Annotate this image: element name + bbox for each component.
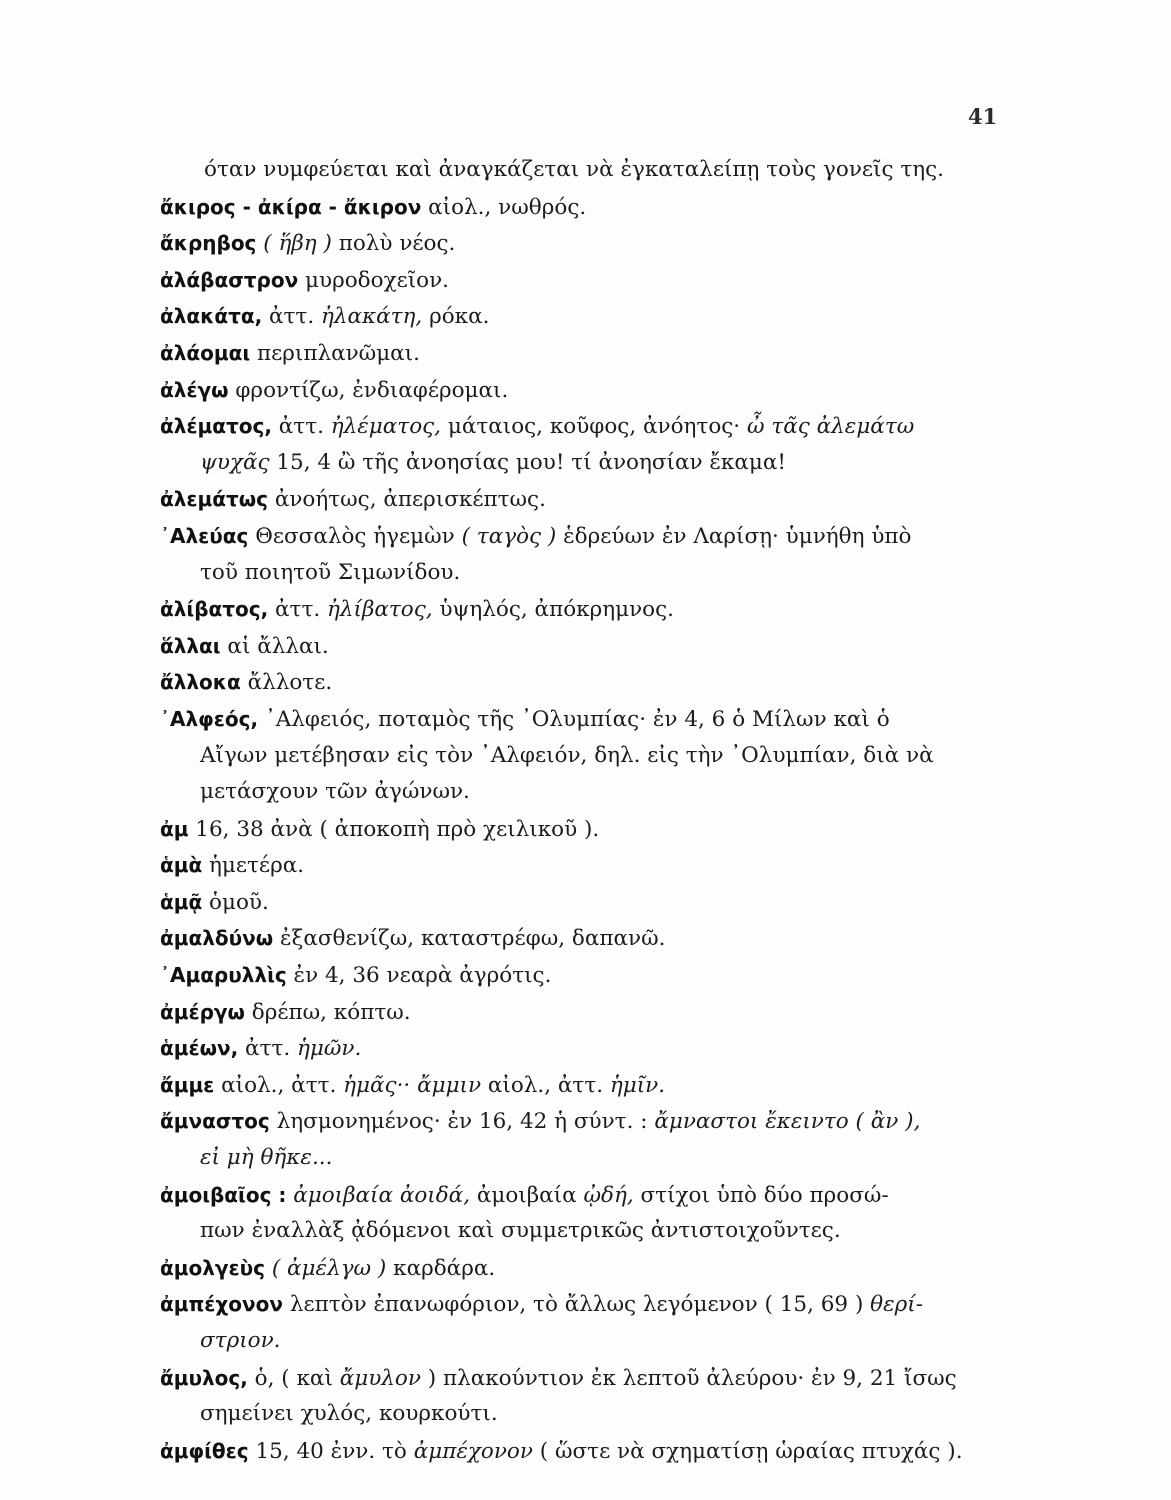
glossary-entry-line <box>160 994 1020 1031</box>
definition-text: μάταιος, κοῦφος, ἀνόητος· <box>441 414 747 440</box>
italic-text: ἀμπέχονον <box>413 1438 533 1464</box>
definition-text: ἀττ. <box>268 597 328 623</box>
headword: ἁμὰ <box>160 853 203 878</box>
headword: ἀλίβατος, <box>160 597 269 622</box>
definition-text: 15, 40 ἐνν. τὸ <box>248 1438 414 1464</box>
headword: ἀμπέχονον <box>160 1292 284 1317</box>
headword: ἀμέργω <box>160 999 245 1024</box>
italic-text: ἠλέματος, <box>330 414 442 440</box>
glossary-entry-line <box>160 1360 1020 1397</box>
headword: ἀλέματος, <box>160 414 272 439</box>
headword: ἀμφίθες <box>160 1438 249 1463</box>
definition-text: 16, 38 ἀνὰ ( ἀποκοπὴ πρὸ χειλικοῦ ). <box>188 816 600 842</box>
glossary-entry-line <box>160 957 1020 994</box>
definition-text: Αἴγων μετέβησαν εἰς τὸν ᾿Αλφειόν, δηλ. εἰς τὴν ᾿Ολυμπίαν, διὰ νὰ <box>200 742 934 768</box>
definition-text: πων ἐναλλὰξ ᾀδόμενοι καὶ συμμετρικῶς ἀντιστοιχοῦντες. <box>200 1218 841 1244</box>
page-number: 41 <box>968 104 998 129</box>
headword: ἄμμε <box>160 1072 215 1097</box>
glossary-entry-line <box>160 408 1020 445</box>
headword: ἄμυλος, <box>160 1365 248 1390</box>
glossary-continuation-line <box>160 152 1020 189</box>
glossary-entry-line <box>160 920 1020 957</box>
glossary-entry-line <box>160 664 1020 701</box>
italic-text: ἡμῖν. <box>609 1072 666 1098</box>
definition-text: Θεσσαλὸς ἡγεμὼν <box>248 523 462 549</box>
definition-text: όταν νυμφεύεται καὶ ἀναγκάζεται νὰ ἐγκαταλείπῃ τοὺς γονεῖς της. <box>204 157 945 182</box>
italic-text: ψυχᾶς <box>200 449 270 475</box>
italic-text: ἄμυλον <box>339 1365 421 1391</box>
glossary-entry-line <box>160 1067 1020 1104</box>
headword: ἀλάομαι <box>160 340 251 365</box>
headword: ᾿Αλφεός, <box>160 706 259 731</box>
headword: ἀμολγεὺς <box>160 1255 265 1280</box>
definition-text: σημείνει χυλός, κουρκούτι. <box>200 1401 498 1427</box>
glossary-entry-line <box>160 298 1020 335</box>
headword: ἀλακάτα, <box>160 304 263 329</box>
glossary-entry-line <box>160 518 1020 555</box>
headword: ᾿Αλεύας <box>160 523 249 548</box>
definition-text: καρδάρα. <box>386 1255 496 1281</box>
italic-text: ἠλακάτη, <box>321 304 423 330</box>
definition-text: στίχοι ὑπὸ δύο προσώ- <box>633 1182 889 1208</box>
glossary-continuation-line <box>160 738 1020 775</box>
italic-text: στριον. <box>200 1328 281 1353</box>
glossary-entry-line <box>160 1030 1020 1067</box>
definition-text: ) πλακούντιον ἐκ λεπτοῦ ἀλεύρου· ἐν 9, 21 ἴσως <box>420 1365 957 1391</box>
definition-text: αἰολ., νωθρός. <box>421 194 587 220</box>
headword: ἀλεμάτως <box>160 487 268 512</box>
headword: ἁμᾷ <box>160 889 203 914</box>
definition-text: μυροδοχεῖον. <box>298 267 450 293</box>
definition-text: ἐν 4, 36 νεαρὰ ἀγρότις. <box>286 963 552 989</box>
definition-text: μετάσχουν τῶν ἀγώνων. <box>200 779 470 805</box>
glossary-continuation-line <box>160 1140 1020 1177</box>
italic-text: ᾠδή, <box>583 1182 634 1208</box>
glossary-entry-line <box>160 262 1020 299</box>
definition-text: αἰολ., ἀττ. <box>481 1072 610 1098</box>
definition-text: ὁμοῦ. <box>202 889 269 915</box>
definition-text: περιπλανῶμαι. <box>250 340 420 366</box>
definition-text: ὑψηλός, ἀπόκρημνος. <box>432 597 674 623</box>
italic-text: ( ἀμέλγω ) <box>264 1255 387 1281</box>
definition-text: ὁ, ( καὶ <box>247 1365 340 1391</box>
definition-text: τοῦ ποιητοῦ Σιμωνίδου. <box>200 559 461 585</box>
glossary-entry-line <box>160 481 1020 518</box>
italic-text: θερί- <box>870 1292 923 1318</box>
headword: ἅλλαι <box>160 633 221 658</box>
headword: ἄκρηβος <box>160 231 257 256</box>
definition-text: δρέπω, κόπτω. <box>244 999 411 1025</box>
glossary-entry-line <box>160 1286 1020 1323</box>
headword: ἀμ <box>160 816 189 841</box>
glossary-entry-line <box>160 1177 1020 1214</box>
italic-text: ἠλίβατος, <box>327 597 433 623</box>
definition-text: λεπτὸν ἐπανωφόριον, τὸ ἄλλως λεγόμενον ( 15, 69 ) <box>283 1292 871 1318</box>
glossary-continuation-line <box>160 1323 1020 1360</box>
glossary-entry-line <box>160 335 1020 372</box>
headword: ἄμναστος <box>160 1109 270 1134</box>
definition-text: ᾿Αλφειός, ποταμὸς τῆς ᾿Ολυμπίας· ἐν 4, 6 ὁ Μίλων καὶ ὁ <box>258 706 890 732</box>
glossary-entry-line <box>160 372 1020 409</box>
glossary-entry-line <box>160 1250 1020 1287</box>
definition-text: 15, 4 ὢ τῆς ἀνοησίας μου! τί ἀνοησίαν ἔκαμα! <box>269 449 787 475</box>
definition-text: ἐξασθενίζω, καταστρέφω, δαπανῶ. <box>273 926 666 952</box>
definition-text: λησμονημένος· ἐν 16, 42 ἡ σύντ. : <box>269 1109 655 1135</box>
italic-text: ἀμοιβαία ἀοιδά, <box>286 1182 471 1208</box>
headword: ἄλλοκα <box>160 670 241 695</box>
definition-text: ρόκα. <box>422 304 490 330</box>
italic-text: ( ταγὸς ) <box>461 523 557 549</box>
definition-text: ἀνοήτως, ἀπερισκέπτως. <box>268 487 546 513</box>
glossary-continuation-line <box>160 1213 1020 1250</box>
definition-text: πολὺ νέος. <box>338 231 456 257</box>
headword: ἁμέων, <box>160 1036 239 1061</box>
italic-text: εἰ μὴ θῆκε... <box>200 1145 333 1171</box>
italic-text: ὦ τᾶς ἀλεμάτω <box>746 414 915 440</box>
definition-text: ἀττ. <box>262 304 321 330</box>
glossary-entry-line <box>160 701 1020 738</box>
glossary-continuation-line <box>160 555 1020 592</box>
headword: ᾿Αμαρυλλὶς <box>160 963 287 988</box>
glossary-entry-line <box>160 884 1020 921</box>
glossary-entry-line <box>160 811 1020 848</box>
glossary-entry-line <box>160 1103 1020 1140</box>
definition-text: φροντίζω, ἐνδιαφέρομαι. <box>228 377 509 403</box>
glossary-entry-line <box>160 847 1020 884</box>
headword: ἀμαλδύνω <box>160 926 274 951</box>
glossary-entry-line <box>160 628 1020 665</box>
italic-text: ( ἥβη ) <box>256 231 339 257</box>
definition-text: ἑδρεύων ἐν Λαρίσῃ· ὑμνήθη ὑπὸ <box>556 523 912 549</box>
headword: ἀμοιβαῖος : <box>160 1182 287 1207</box>
glossary-entry-line <box>160 1433 1020 1470</box>
headword: ἀλάβαστρον <box>160 267 299 292</box>
headword: ἄκιρος - ἀκίρα - ἄκιρον <box>160 194 422 219</box>
definition-text: ἡμετέρα. <box>202 853 305 879</box>
definition-text: ἄλλοτε. <box>240 670 333 696</box>
glossary-entries <box>160 152 1020 1469</box>
glossary-continuation-line <box>160 445 1020 482</box>
definition-text: αἰολ., ἀττ. <box>214 1072 344 1098</box>
definition-text: ἀμοιβαία <box>470 1182 584 1208</box>
glossary-entry-line <box>160 591 1020 628</box>
glossary-entry-line <box>160 225 1020 262</box>
glossary-entry-line <box>160 189 1020 226</box>
italic-text: ἡμᾶς·· ἄμμιν <box>343 1072 482 1098</box>
glossary-continuation-line <box>160 774 1020 811</box>
italic-text: ἡμῶν. <box>297 1036 362 1062</box>
headword: ἀλέγω <box>160 377 229 402</box>
definition-text: ἀττ. <box>238 1036 298 1062</box>
italic-text: ἄμναστοι ἔκειντο ( ἂν ), <box>654 1109 921 1135</box>
definition-text: ἀττ. <box>271 414 331 440</box>
definition-text: αἱ ἄλλαι. <box>220 633 329 659</box>
glossary-continuation-line <box>160 1396 1020 1433</box>
definition-text: ( ὥστε νὰ σχηματίσῃ ὡραίας πτυχάς ). <box>532 1438 963 1464</box>
